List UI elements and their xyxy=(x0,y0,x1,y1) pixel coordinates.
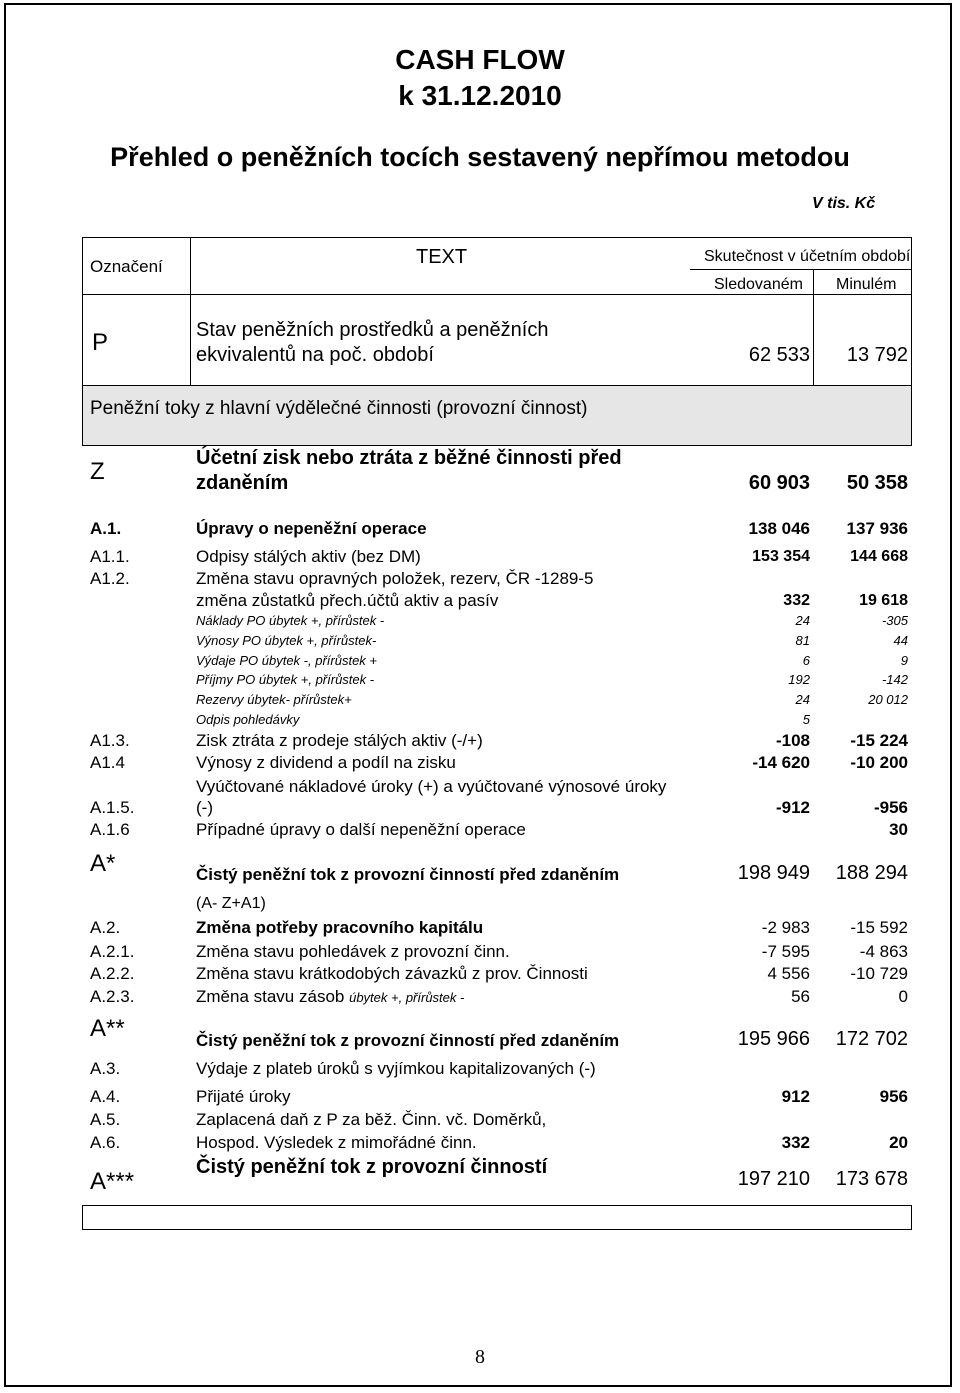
row-text: změna zůstatků přech.účtů aktiv a pasív xyxy=(196,591,499,610)
header-previous: Minulém xyxy=(836,276,897,293)
row-code: A1.4 xyxy=(90,753,125,772)
value-previous: -15 224 xyxy=(850,731,908,750)
value-current: 195 966 xyxy=(737,1028,810,1050)
detail-current: 24 xyxy=(795,613,810,628)
row-code: A.1. xyxy=(90,519,122,538)
detail-previous: 20 012 xyxy=(868,692,908,707)
value-previous: 13 792 xyxy=(846,344,908,366)
row-text: Změna potřeby pracovního kapitálu xyxy=(196,918,484,937)
row-code: P xyxy=(92,329,109,356)
row-text: Čistý peněžní tok z provozní činností před zdaněním xyxy=(196,865,620,884)
row-note: (A- Z+A1) xyxy=(196,895,266,912)
header-code: Označení xyxy=(90,257,163,276)
row-text-note: úbytek +, přírůstek - xyxy=(349,990,465,1005)
row-code: A1.3. xyxy=(90,731,130,750)
detail-previous: 44 xyxy=(893,633,908,648)
value-previous: -15 592 xyxy=(850,918,908,937)
section-heading: Peněžní toky z hlavní výdělečné činnosti (provozní činnost) xyxy=(90,398,588,419)
detail-text: Náklady PO úbytek +, přírůstek - xyxy=(196,613,385,628)
value-current: 4 556 xyxy=(767,964,810,983)
page-number: 8 xyxy=(475,1346,485,1368)
units-label: V tis. Kč xyxy=(812,195,876,212)
detail-text: Výnosy PO úbytek +, přírůstek- xyxy=(196,633,377,648)
row-code: A1.2. xyxy=(90,569,130,588)
value-current: 62 533 xyxy=(748,344,810,366)
row-code: Z xyxy=(90,458,105,485)
row-text: Změna stavu pohledávek z provozní činn. xyxy=(196,942,510,961)
value-previous: 144 668 xyxy=(850,548,908,565)
detail-text: Odpis pohledávky xyxy=(196,712,300,727)
row-code: A.2.1. xyxy=(90,942,135,961)
detail-text: Rezervy úbytek- přírůstek+ xyxy=(196,692,352,707)
value-current: 198 949 xyxy=(737,862,810,884)
row-code: A1.1. xyxy=(90,547,130,566)
row-text: Účetní zisk nebo ztráta z běžné činnosti před xyxy=(196,447,622,469)
row-text: Přijaté úroky xyxy=(196,1087,291,1106)
row-code: A.6. xyxy=(90,1133,121,1152)
value-previous: 30 xyxy=(889,820,908,839)
row-code: A.2.3. xyxy=(90,987,135,1006)
document-date: k 31.12.2010 xyxy=(398,80,562,111)
value-previous: 50 358 xyxy=(846,472,908,494)
value-current: 138 046 xyxy=(748,519,810,538)
row-text: Čistý peněžní tok z provozní činností před zdaněním xyxy=(196,1031,620,1050)
header-current: Sledovaném xyxy=(714,276,803,293)
value-previous: 956 xyxy=(879,1087,908,1106)
detail-current: 5 xyxy=(802,712,810,727)
document-title: CASH FLOW xyxy=(395,44,565,75)
row-code: A.3. xyxy=(90,1059,121,1078)
row-text: Stav peněžních prostředků a peněžních xyxy=(196,319,549,341)
row-text: Zaplacená daň z P za běž. Činn. vč. Doměrků, xyxy=(196,1110,547,1129)
detail-current: 81 xyxy=(795,633,810,648)
detail-current: 192 xyxy=(788,672,810,687)
value-current: 60 903 xyxy=(748,472,810,494)
row-text xyxy=(196,987,464,1007)
value-previous: -4 863 xyxy=(859,942,908,961)
row-text: Čistý peněžní tok z provozní činností xyxy=(196,1156,548,1178)
row-code: A.2. xyxy=(90,918,121,937)
value-previous: 137 936 xyxy=(846,519,908,538)
value-previous: 172 702 xyxy=(835,1028,908,1050)
row-code: A.1.6 xyxy=(90,820,130,839)
row-text: Změna stavu krátkodobých závazků z prov. Činnosti xyxy=(196,964,588,983)
row-code: A** xyxy=(90,1015,125,1042)
value-current: -7 595 xyxy=(761,942,810,961)
row-text: Změna stavu opravných položek, rezerv, ČR -1289-5 xyxy=(196,569,594,588)
detail-previous: -142 xyxy=(881,672,908,687)
row-text: Výnosy z dividend a podíl na zisku xyxy=(196,753,456,772)
detail-text: Výdaje PO úbytek -, přírůstek + xyxy=(196,653,377,668)
row-text: Hospod. Výsledek z mimořádné činn. xyxy=(196,1133,477,1152)
value-previous: 20 xyxy=(889,1133,908,1152)
value-previous: -10 729 xyxy=(850,964,908,983)
value-current: -108 xyxy=(775,731,810,750)
header-text: TEXT xyxy=(416,246,468,268)
value-current: -912 xyxy=(775,798,810,817)
detail-previous: 9 xyxy=(900,653,908,668)
row-text: Úpravy o nepeněžní operace xyxy=(196,519,427,538)
row-code: A.2.2. xyxy=(90,964,135,983)
row-code: A.1.5. xyxy=(90,798,135,817)
document-subtitle: Přehled o peněžních tocích sestavený nepřímou metodou xyxy=(110,142,850,172)
value-current: 332 xyxy=(781,1133,810,1152)
row-text: Případné úpravy o další nepeněžní operace xyxy=(196,820,526,839)
row-code: A.4. xyxy=(90,1087,121,1106)
value-current: 56 xyxy=(791,987,810,1006)
detail-current: 6 xyxy=(802,653,810,668)
value-current: 332 xyxy=(783,592,810,609)
row-text: zdaněním xyxy=(196,472,289,494)
value-previous: 0 xyxy=(898,987,908,1006)
value-current: 197 210 xyxy=(737,1168,810,1190)
detail-previous: -305 xyxy=(881,613,908,628)
value-previous: -10 200 xyxy=(850,753,908,772)
header-period: Skutečnost v účetním období xyxy=(704,248,911,265)
value-previous: 188 294 xyxy=(835,862,908,884)
value-current: -2 983 xyxy=(761,918,810,937)
value-previous: 19 618 xyxy=(859,592,908,609)
value-previous: 173 678 xyxy=(835,1168,908,1190)
value-previous: -956 xyxy=(873,798,908,817)
row-code: A* xyxy=(90,850,116,877)
row-text: Zisk ztráta z prodeje stálých aktiv (-/+) xyxy=(196,731,483,750)
detail-current: 24 xyxy=(795,692,810,707)
value-current: -14 620 xyxy=(752,753,810,772)
row-text: (-) xyxy=(196,798,213,817)
row-code: A.5. xyxy=(90,1110,121,1129)
row-text: ekvivalentů na poč. období xyxy=(196,344,434,366)
value-current: 153 354 xyxy=(752,548,810,565)
row-text: Vyúčtované nákladové úroky (+) a vyúčtované výnosové úroky xyxy=(196,777,667,796)
detail-text: Příjmy PO úbytek +, přírůstek - xyxy=(196,672,375,687)
value-current: 912 xyxy=(781,1087,810,1106)
row-text-main: Změna stavu zásob xyxy=(196,987,345,1006)
row-code: A*** xyxy=(90,1168,135,1195)
row-text: Odpisy stálých aktiv (bez DM) xyxy=(196,547,421,566)
row-text: Výdaje z plateb úroků s vyjímkou kapitalizovaných (-) xyxy=(196,1059,596,1078)
